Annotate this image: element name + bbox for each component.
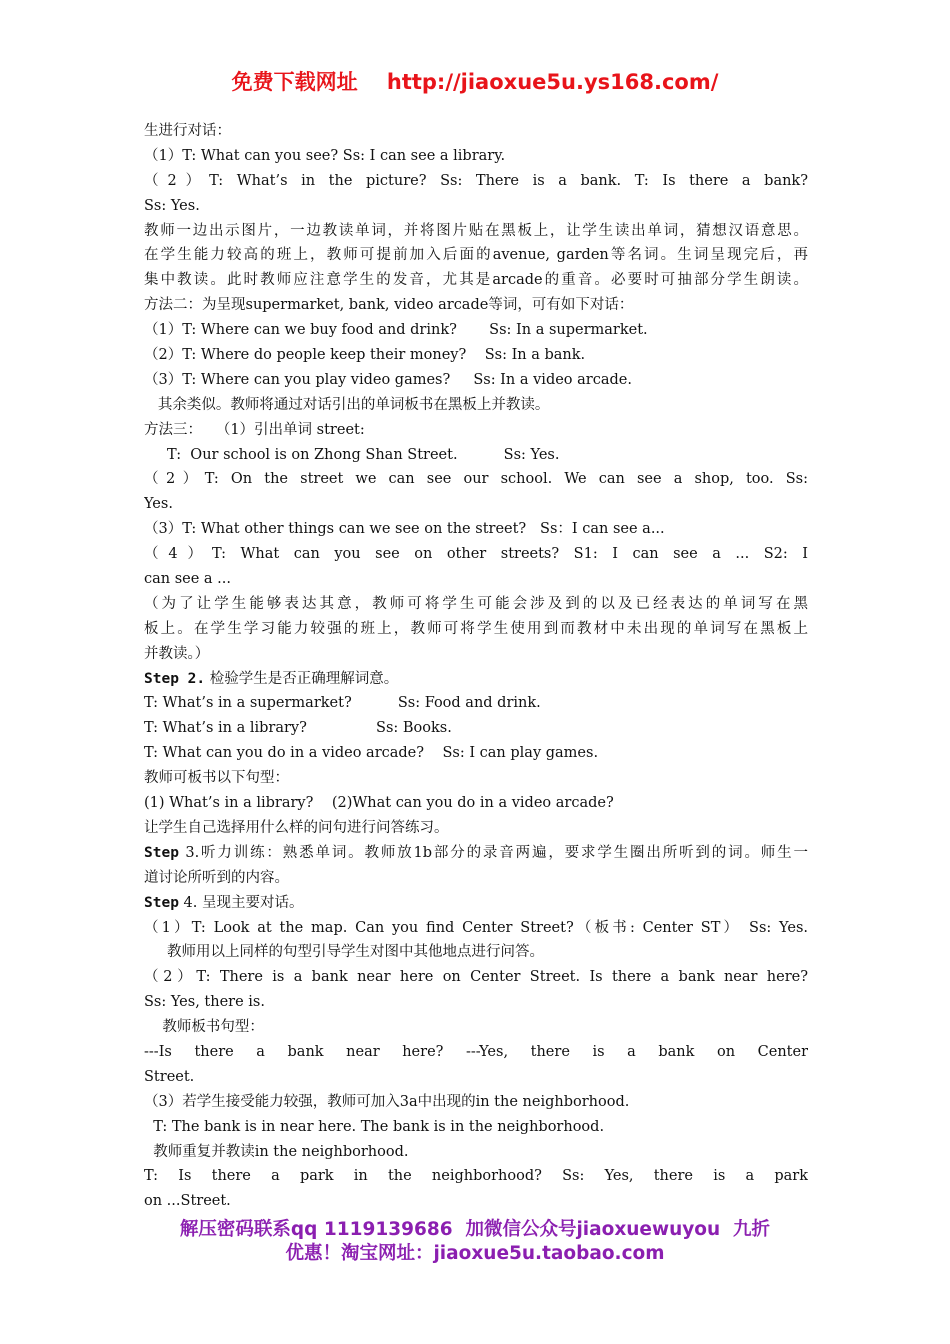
line-text: T: What’s in a supermarket? Ss: Food and drink. [144, 695, 541, 712]
footer-line-1: 解压密码联系qq 1119139686 加微信公众号jiaoxuewuyou 九折 [179, 1219, 771, 1240]
text-line [144, 741, 808, 766]
line-text: 方法二：为呈现supermarket, bank, video arcade等词，可有如下对话： [144, 297, 634, 314]
line-text: Street. [144, 1068, 195, 1085]
text-line [144, 517, 808, 542]
text-line [144, 318, 808, 343]
line-text: 检验学生是否正确理解词意。 [205, 670, 399, 687]
line-text: on ...Street. [144, 1193, 231, 1210]
text-line [144, 891, 808, 916]
line-text: 教师可板书以下句型： [144, 770, 289, 787]
step-label: Step [144, 844, 179, 861]
line-text: （1）T: Where can we buy food and drink? Ss: In a supermarket. [144, 322, 648, 339]
line-text: 在学生能力较高的班上，教师可提前加入后面的avenue, garden等名词。生词呈现完后，再 [144, 247, 808, 264]
text-line [144, 766, 808, 791]
text-line [144, 567, 808, 592]
line-text: T: Is there a park in the neighborhood? Ss: Yes, there is a park [144, 1168, 808, 1185]
text-line [144, 1015, 808, 1040]
text-line [144, 243, 808, 268]
text-line [144, 990, 808, 1015]
text-line [144, 1115, 808, 1140]
text-line [144, 1189, 808, 1214]
text-line [144, 667, 808, 692]
text-line [144, 144, 808, 169]
line-text: （4）T: What can you see on other streets? S1: I can see a ... S2: I [144, 546, 808, 563]
text-line [144, 916, 808, 941]
text-line [144, 841, 808, 866]
line-text: can see a ... [144, 571, 232, 588]
line-text: 让学生自己选择用什么样的问句进行问答练习。 [144, 819, 449, 836]
line-text: （3）若学生接受能力较强，教师可加入3a中出现的in the neighborhood. [144, 1093, 630, 1110]
text-line [144, 1065, 808, 1090]
text-line [144, 866, 808, 891]
text-line [144, 642, 808, 667]
text-line [144, 816, 808, 841]
text-line [144, 691, 808, 716]
line-text: 并教读。） [144, 645, 210, 662]
line-text: （3）T: Where can you play video games? Ss: In a video arcade. [144, 371, 632, 388]
line-text: （2）T: Where do people keep their money? Ss: In a bank. [144, 347, 586, 364]
text-line [144, 467, 808, 492]
text-line [144, 542, 808, 567]
text-line [144, 368, 808, 393]
download-url-header: 免费下载网址 http://jiaoxue5u.ys168.com/ [231, 70, 719, 94]
text-line [144, 492, 808, 517]
line-text: （为了让学生能够表达其意，教师可将学生可能会涉及到的以及已经表达的单词写在黑 [144, 595, 808, 612]
contact-footer [0, 1218, 950, 1266]
step-label: Step [144, 894, 179, 911]
text-line [144, 293, 808, 318]
text-line [144, 443, 808, 468]
line-text: 教师板书句型： [144, 1019, 264, 1036]
line-text: 教师用以上同样的句型引导学生对图中其他地点进行问答。 [144, 944, 545, 961]
line-text: 集中教读。此时教师应注意学生的发音，尤其是arcade的重音。必要时可抽部分学生朗读。 [144, 272, 808, 289]
line-text: （1）T: What can you see? Ss: I can see a library. [144, 147, 506, 164]
text-line [144, 219, 808, 244]
line-text: (1) What’s in a library? (2)What can you do in a video arcade? [144, 795, 614, 812]
text-line [144, 1090, 808, 1115]
text-line [144, 617, 808, 642]
line-text: T: Our school is on Zhong Shan Street. Ss: Yes. [144, 446, 560, 463]
text-line [144, 194, 808, 219]
text-line [144, 1040, 808, 1065]
line-text: （1）T: Look at the map. Can you find Center Street?（板书: Center ST） Ss: Yes. [144, 919, 808, 936]
text-line [144, 940, 808, 965]
line-text: T: The bank is in near here. The bank is in the neighborhood. [144, 1118, 605, 1135]
line-text: 教师一边出示图片，一边教读单词，并将图片贴在黑板上，让学生读出单词，猜想汉语意思。 [144, 222, 808, 239]
line-text: 4. 呈现主要对话。 [178, 894, 304, 911]
text-line [144, 343, 808, 368]
line-text: T: What can you do in a video arcade? Ss: I can play games. [144, 745, 599, 762]
text-line [144, 1164, 808, 1189]
line-text: （2）T: There is a bank near here on Center Street. Is there a bank near here? [144, 969, 808, 986]
text-line [144, 965, 808, 990]
text-line [144, 1140, 808, 1165]
text-line [144, 716, 808, 741]
step-label: Step 2. [144, 670, 206, 687]
line-text: 方法三： （1）引出单词 street: [144, 421, 365, 438]
line-text: Ss: Yes, there is. [144, 994, 265, 1011]
line-text: Yes. [144, 496, 173, 513]
line-text: Ss: Yes. [144, 197, 200, 214]
line-text: （3）T: What other things can we see on the street? Ss：I can see a... [144, 521, 665, 538]
line-text: T: What’s in a library? Ss: Books. [144, 720, 452, 737]
text-line [144, 418, 808, 443]
text-line [144, 592, 808, 617]
lesson-plan-body [144, 119, 808, 1214]
text-line [144, 393, 808, 418]
text-line [144, 791, 808, 816]
line-text: （2）T: What’s in the picture? Ss: There is a bank. T: Is there a bank? [144, 172, 808, 189]
text-line [144, 169, 808, 194]
line-text: 板上。在学生学习能力较强的班上，教师可将学生使用到而教材中未出现的单词写在黑板上 [144, 620, 808, 637]
footer-line-2: 优惠！淘宝网址：jiaoxue5u.taobao.com [285, 1243, 665, 1264]
text-line [144, 119, 808, 144]
line-text: 道讨论所听到的内容。 [144, 869, 289, 886]
line-text: 其余类似。教师将通过对话引出的单词板书在黑板上并教读。 [144, 396, 550, 413]
line-text: 3.听力训练：熟悉单词。教师放1b部分的录音两遍，要求学生圈出所听到的词。师生一 [178, 844, 808, 861]
line-text: 教师重复并教读in the neighborhood. [144, 1143, 409, 1160]
line-text: （2）T: On the street we can see our school. We can see a shop, too. Ss: [144, 471, 808, 488]
line-text: 生进行对话： [144, 123, 231, 139]
line-text: ---Is there a bank near here? ---Yes, there is a bank on Center [144, 1043, 808, 1060]
text-line [144, 268, 808, 293]
